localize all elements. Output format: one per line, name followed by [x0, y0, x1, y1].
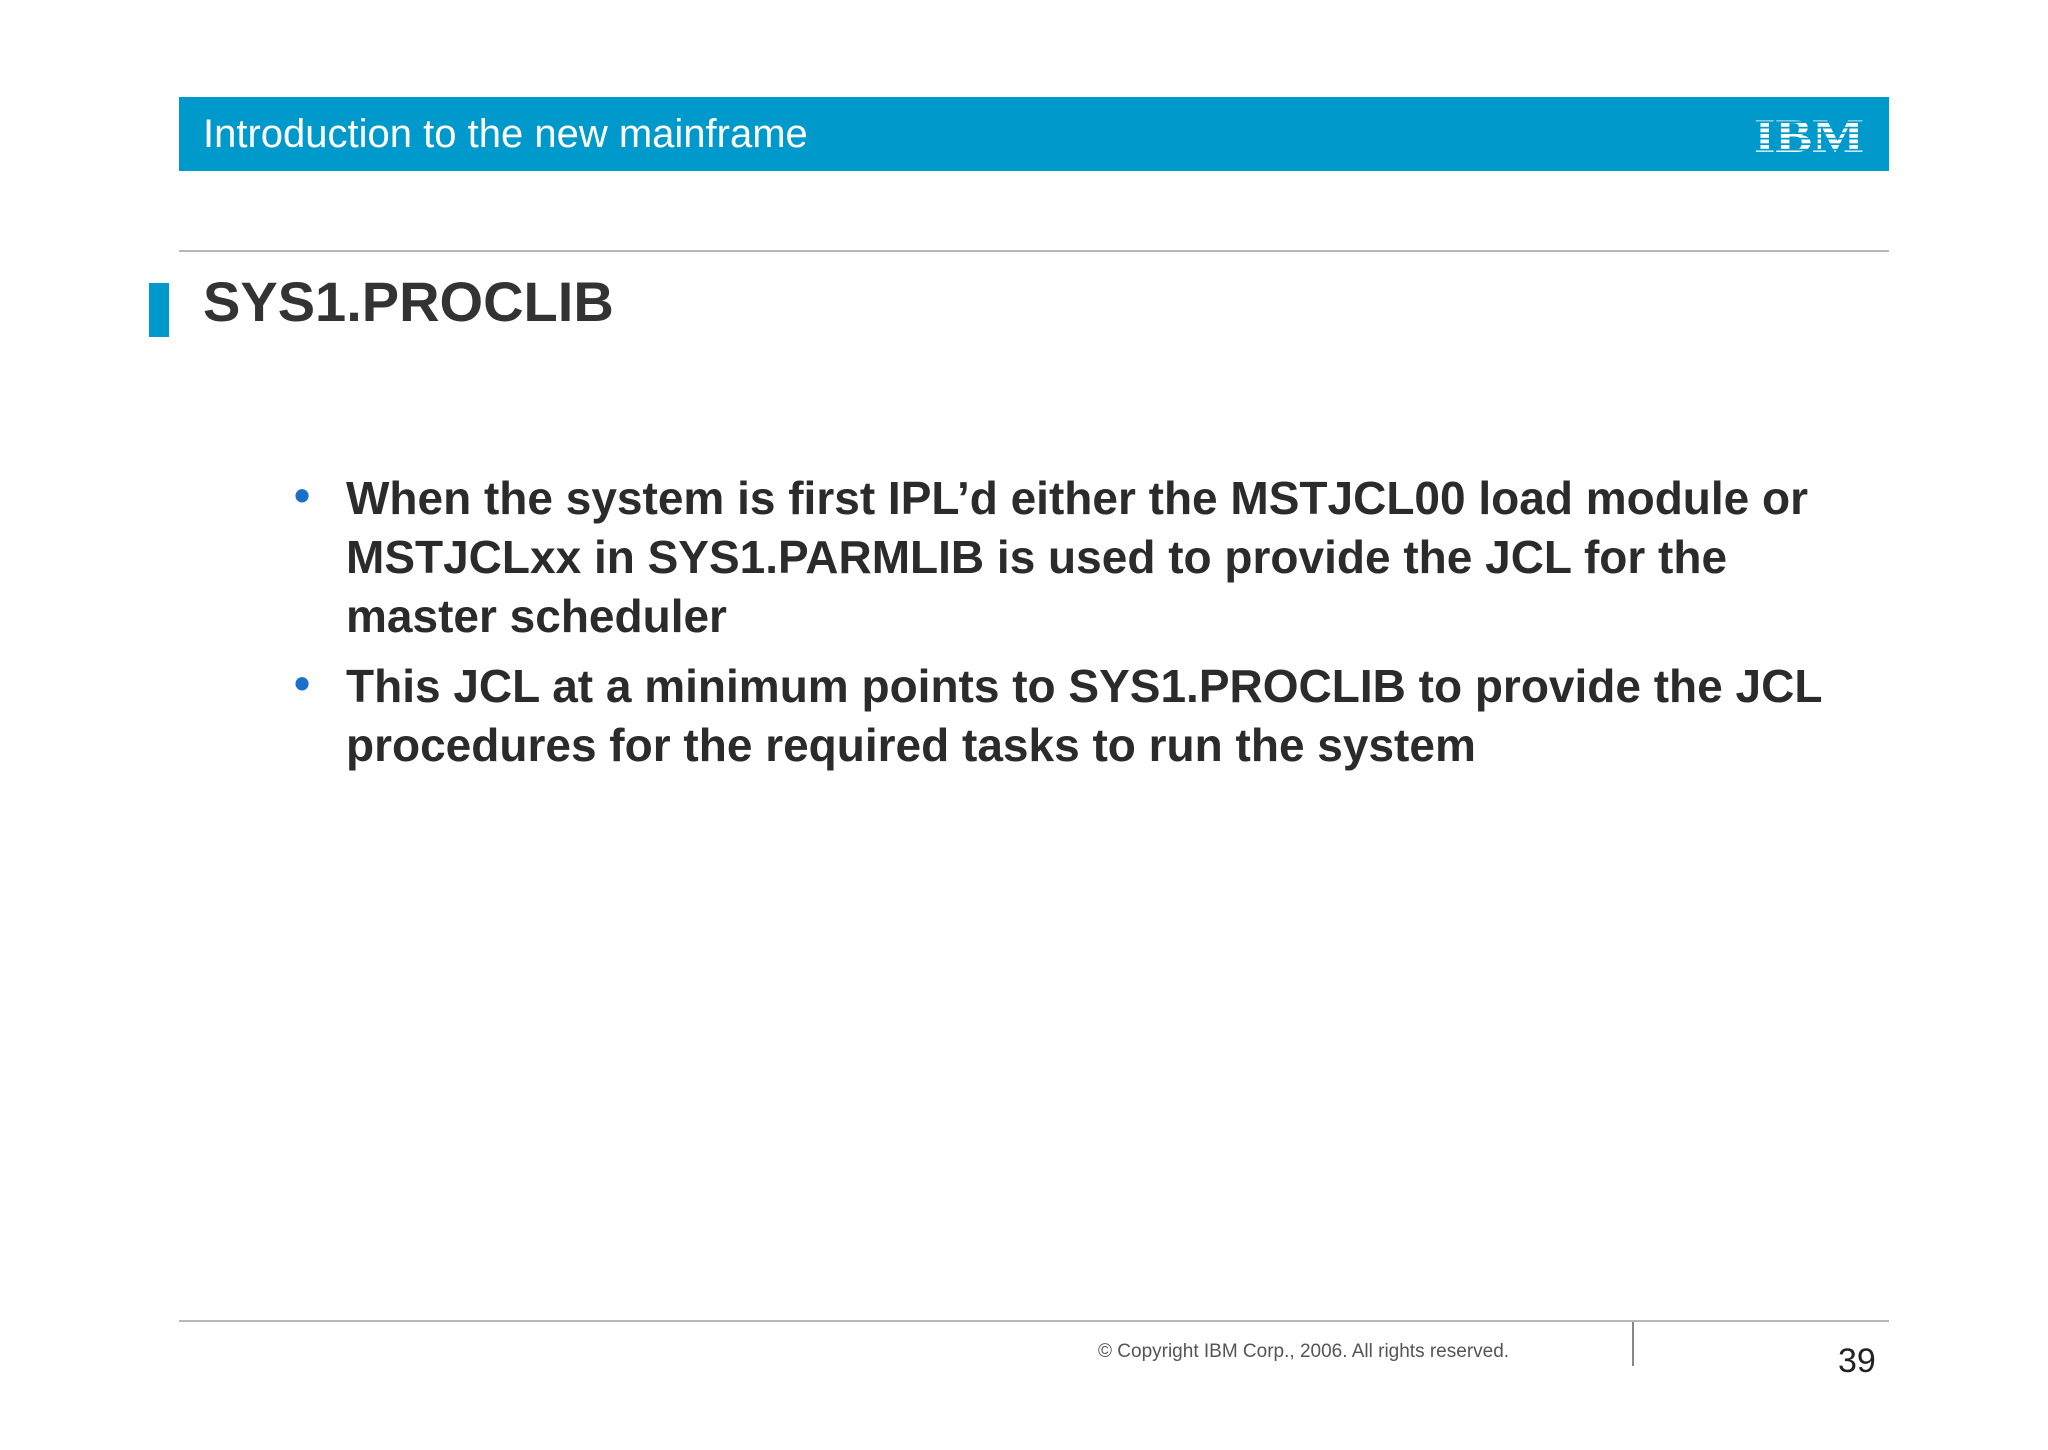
page-number: 39: [1838, 1342, 1876, 1380]
bullet-item: [290, 657, 1890, 775]
footer-divider: [1632, 1322, 1634, 1366]
bullet-item: [290, 469, 1890, 646]
bullet-list: [290, 469, 1890, 786]
bullet-text: This JCL at a minimum points to SYS1.PROCLIB to provide the JCL procedures for the required tasks to run the system: [346, 660, 1822, 771]
header-bar: [179, 97, 1889, 171]
bullet-dot-icon: •: [294, 657, 311, 709]
top-divider: [179, 250, 1889, 252]
copyright-notice: © Copyright IBM Corp., 2006. All rights reserved.: [1098, 1341, 1510, 1362]
slide-title: SYS1.PROCLIB: [203, 270, 614, 333]
bullet-text: When the system is first IPL’d either the MSTJCL00 load module or MSTJCLxx in SYS1.PARMLIB is used to provide the JCL for the master scheduler: [346, 472, 1809, 642]
ibm-logo: [1753, 112, 1865, 156]
header-title: Introduction to the new mainframe: [203, 112, 808, 156]
svg-text:IBM: IBM: [1754, 112, 1864, 156]
bullet-dot-icon: •: [294, 469, 311, 521]
title-marker: [149, 283, 169, 337]
